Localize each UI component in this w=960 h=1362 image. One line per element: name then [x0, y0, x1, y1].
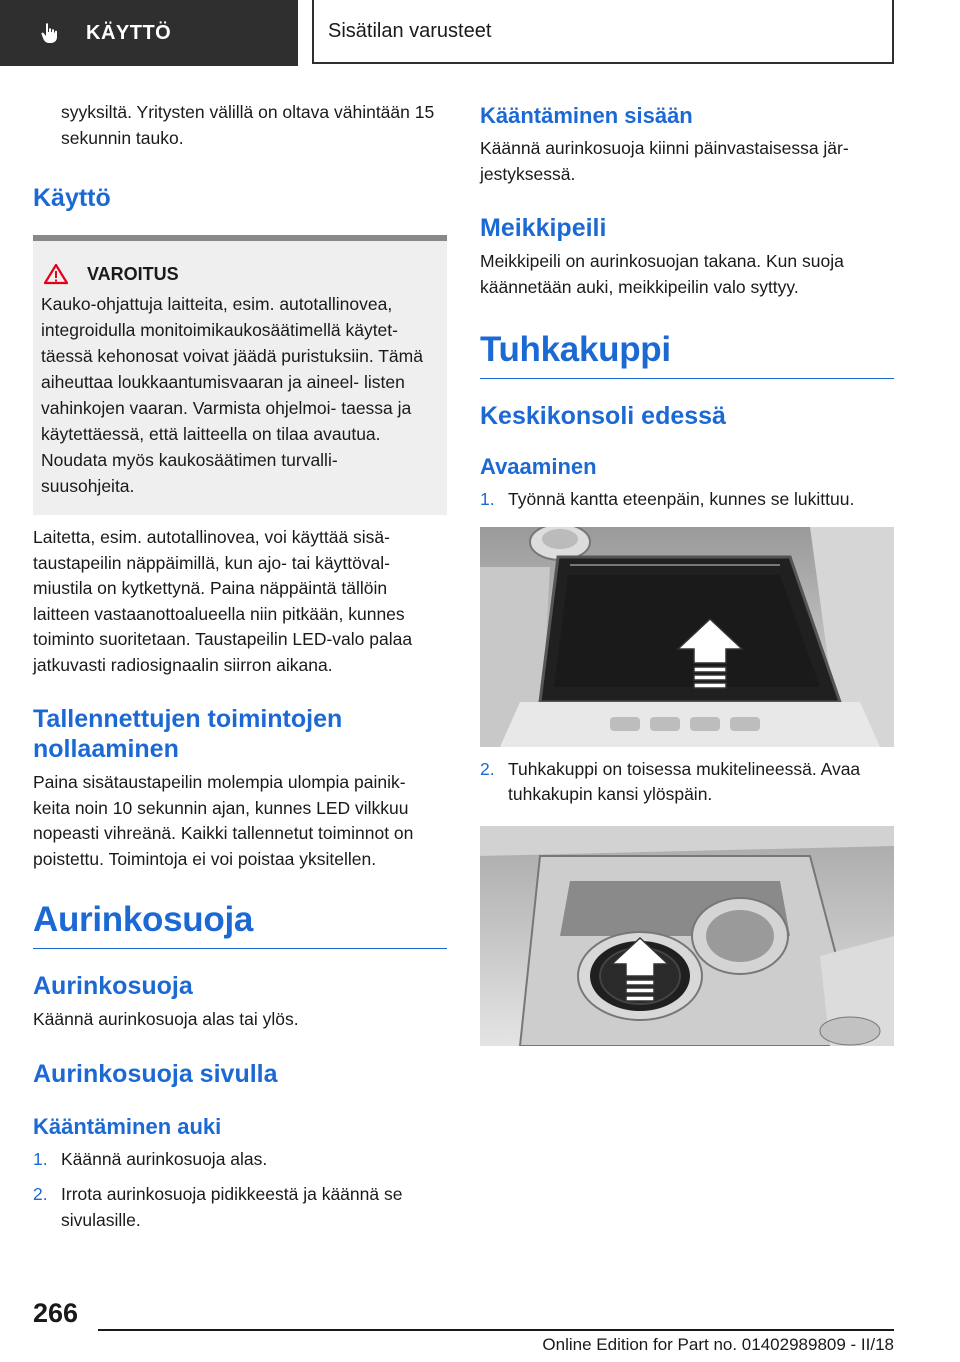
aurinkosuoja-sivulla-heading: Aurinkosuoja sivulla	[33, 1059, 278, 1088]
warning-header	[41, 263, 435, 285]
kaantaminen-auki-heading: Kääntäminen auki	[33, 1113, 222, 1139]
list-item: 2. Irrota aurinkosuoja pidikkeestä ja käännä se sivulasille.	[33, 1184, 403, 1230]
aurinkosuoja-heading: Aurinkosuoja	[33, 972, 193, 1000]
kaantaminen-sisaan-heading: Kääntäminen sisään	[480, 103, 693, 128]
aurinkosuoja-paragraph: Käännä aurinkosuoja alas tai ylös.	[33, 1009, 299, 1029]
subsection-tab	[312, 0, 894, 64]
auki-steps-list	[33, 1147, 447, 1234]
tuhkakuppi-section-heading: Tuhkakuppi	[480, 330, 894, 379]
ashtray-image	[480, 826, 894, 1046]
list-item: 1. Käännä aurinkosuoja alas.	[33, 1148, 268, 1169]
meikkipeili-paragraph: Meikkipeili on aurinkosuojan takana. Kun suoja käännetään auki, meikkipeilin valo syttyy.	[480, 251, 844, 297]
reset-paragraph: Paina sisätaustapeilin molempia ulompia painik- keita noin 10 sekunnin ajan, kunnes LED vilkkuu nopeasti vihreänä. Kaikki tallennetut toiminnot on poistettu. Toimintoja ei voi poistaa yksitellen.	[33, 772, 414, 869]
kaytto-paragraph: Laitetta, esim. autotallinovea, voi käyttää sisä- taustapeilin näppäimillä, kun ajo- tai käyttöval- miustila on kytkettynä. Paina näppäintä tällöin laitteen vastaanottoalueella niin pitkään, kunnes toiminto suoritetaan. Taustapeilin LED-valo palaa jatkuvasti radiosignaalin siirron aikana.	[33, 527, 413, 675]
warning-triangle-icon	[43, 263, 69, 285]
page-number: 266	[33, 1298, 79, 1328]
kaytto-heading: Käyttö	[33, 184, 111, 212]
intro-paragraph: syyksiltä. Yritysten välillä on oltava vähintään 15 sekunnin tauko.	[61, 102, 435, 148]
warning-title: VAROITUS	[87, 263, 179, 284]
right-column	[480, 100, 894, 1046]
list-item: 1. Työnnä kantta eteenpäin, kunnes se lukittuu.	[480, 489, 855, 509]
keskikonsoli-heading: Keskikonsoli edessä	[480, 402, 726, 430]
aurinkosuoja-section-heading: Aurinkosuoja	[33, 900, 447, 949]
subsection-title: Sisätilan varusteet	[328, 19, 492, 42]
reset-heading: Tallennettujen toimintojen nollaaminen	[33, 705, 343, 763]
avaaminen-step-2	[480, 757, 894, 808]
sisaan-paragraph: Käännä aurinkosuoja kiinni päinvastaisessa jär- jestyksessä.	[480, 138, 849, 184]
avaaminen-step-1	[480, 487, 894, 513]
section-title: KÄYTTÖ	[86, 21, 172, 44]
footer-divider	[98, 1329, 894, 1331]
list-item: 2. Tuhkakuppi on toisessa mukitelineessä. Avaa tuhkakupin kansi ylöspäin.	[480, 758, 861, 804]
warning-box	[33, 235, 447, 515]
left-column	[33, 100, 447, 1233]
section-tab	[0, 0, 298, 66]
hand-pointer-icon	[40, 22, 62, 44]
console-cover-image	[480, 527, 894, 747]
page-header	[0, 0, 960, 66]
edition-text: Online Edition for Part no. 01402989809 - II/18	[542, 1335, 894, 1354]
avaaminen-heading: Avaaminen	[480, 454, 597, 479]
warning-text: Kauko-ohjattuja laitteita, esim. autotallinovea, integroidulla monitoimikaukosäätimellä käytet- täessä kehonosat voivat jäädä puristuksiin. Tämä aiheuttaa loukkaantumisvaaran ja aineel- listen vahinkojen vaaran. Varmista ohjelmoi- taessa ja käytettäessä, että laitteella on tilaa avautua. Noudata myös kaukosäätimen turvalli- suusohjeita.	[41, 294, 423, 496]
meikkipeili-heading: Meikkipeili	[480, 214, 607, 242]
